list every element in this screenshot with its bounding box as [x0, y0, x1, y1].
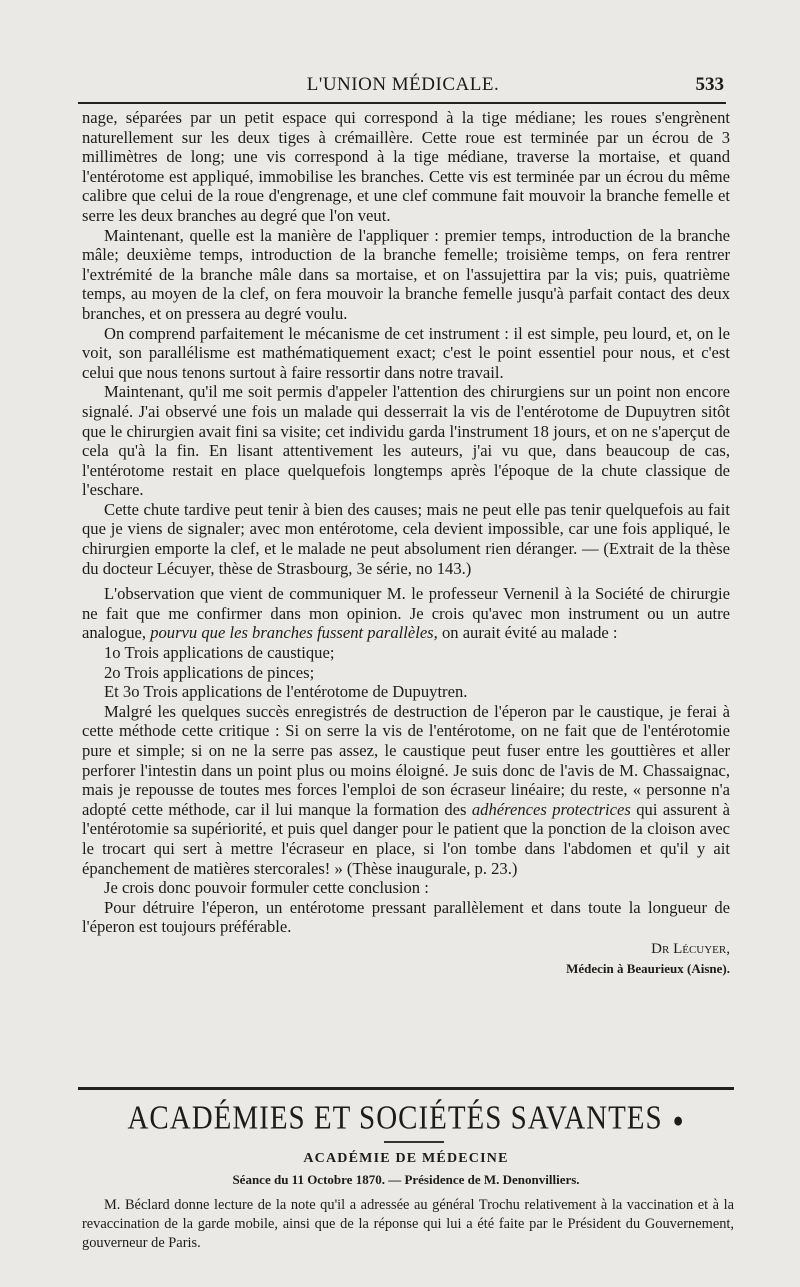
list-item: 1o Trois applications de caustique; [104, 643, 335, 663]
list-item: Et 3o Trois applications de l'entérotome de Dupuytren. [104, 682, 468, 702]
page-number: 533 [695, 74, 724, 95]
section-divider [78, 1087, 734, 1090]
author-name: Dr Lécuyer, [651, 940, 730, 957]
paragraph-vernenil-end: on aurait évité au malade : [437, 623, 618, 643]
paragraph-mechanism: nage, séparées par un petit espace qui correspond à la tige médiane; les roues s'engrènent naturellement sur les deux tiges à crémaillère. Cette roue est terminée par un écrou de 3 millimètres de long; une vis correspond à la tige médiane, traverse la mortaise, et quand l'entérotome est appliqué, immobilise les branches. Cette vis est terminée par un écrou du même calibre que celui de la roue d'engrenage, et une clef commune fait mouvoir la branche femelle et serre les deux branches au degré que l'on veut. [82, 108, 730, 225]
paragraph-critique-text: Malgré les quelques succès enregistrés de destruction de l'éperon par le caustique, je ferai à cette méthode cette critique : Si on serre la vis de l'entérotome, on ne fait que de l'entérotomie pure et simple; si on ne la serre pas assez, le caustique peut fuser entre les gouttières et aller perforer l'intestin dans un point plus ou moins éloigné. Je suis donc de l'avis de M. Chassaignac, mais je repousse de toutes mes forces l'emploi de son écraseur linéaire; du reste, « personne n'a adopté cette méthode, car il lui manque la formation des [82, 701, 730, 819]
paragraph-critique [82, 702, 730, 878]
author-affiliation: Médecin à Beaurieux (Aisne). [566, 960, 730, 976]
running-head [82, 74, 724, 98]
paragraph-parallelism: On comprend parfaitement le mécanisme de cet instrument : il est simple, peu lourd, et, on le voit, son parallélisme est mathématiquement exact; c'est le point essentiel pour nous, et c'est celui que nous tenons surtout à faire ressortir dans notre travail. [82, 323, 730, 382]
section-title [82, 1100, 730, 1138]
paragraph-vernenil-text: L'observation que vient de communiquer M. le professeur Vernenil à la Société de chirurgie ne fait que me confirmer dans mon opinion. Je crois qu'avec mon instrument ou un autre analogue, [82, 584, 730, 643]
title-ornament-rule [384, 1141, 444, 1143]
bullet-icon: ● [672, 1108, 685, 1132]
paragraph-application: Maintenant, quelle est la manière de l'appliquer : premier temps, introduction de la branche mâle; deuxième temps, introduction de la branche femelle; troisième temps, on fera rentrer l'extrémité de la branche mâle dans sa mortaise, et on l'assujettira par la vis; puis, quatrième temps, au moyen de la clef, on fera mouvoir la branche femelle jusqu'à parfait contact des deux branches, et on pressera au degré voulu. [82, 225, 730, 323]
journal-title: L'UNION MÉDICALE. [306, 74, 500, 95]
paragraph-late-fall: Cette chute tardive peut tenir à bien des causes; mais ne peut elle pas tenir quelquefois au fait que je viens de signaler; avec mon entérotome, cela devient impossible, car une fois appliqué, le chirurgien emporte la clef, et le malade ne peut absolument rien déranger. — (Extrait de la thèse du docteur Lécuyer, thèse de Strasbourg, 3e série, no 143.) [82, 499, 730, 578]
paragraph-vernenil [82, 584, 730, 643]
paragraph-conclusion: Pour détruire l'éperon, un entérotome pressant parallèlement et dans toute la longueur de l'éperon est toujours préférable. [82, 897, 730, 937]
author-signature [82, 939, 730, 979]
paragraph-observation: Maintenant, qu'il me soit permis d'appeler l'attention des chirurgiens sur un point non encore signalé. J'ai observé une fois un malade qui desserrait la vis de l'entérotome de Dupuytren sitôt que le chirurgien avait fini sa visite; cet individu garda l'instrument 18 jours, et on ne s'aperçut de cela qu'à la fin. En lisant attentivement les auteurs, j'ai vu que, dans beaucoup de cas, l'entérotome restait en place quelquefois longtemps après l'époque de la chute classique de l'eschare. [82, 382, 730, 500]
academy-report-paragraph: M. Béclard donne lecture de la note qu'il a adressée au général Trochu relativement à la vaccination et à la revaccination de la garde mobile, ainsi que de la réponse qui lui a été faite par le Président du Gouvernement, gouverneur de Paris. [82, 1197, 734, 1251]
article-body [82, 108, 730, 979]
paragraph-conclusion-intro: Je crois donc pouvoir formuler cette conclusion : [104, 878, 429, 898]
academy-report [82, 1196, 734, 1253]
list-item: 2o Trois applications de pinces; [104, 662, 315, 682]
applications-list [82, 643, 730, 702]
header-rule [78, 102, 726, 104]
section-title-text: ACADÉMIES ET SOCIÉTÉS SAVANTES [127, 1099, 663, 1137]
paragraph-vernenil-italic: pourvu que les branches fussent parallèles, [150, 623, 438, 643]
paragraph-critique-italic: adhérences protectrices [471, 799, 631, 819]
session-line: Séance du 11 Octobre 1870. — Présidence de M. Denonvilliers. [232, 1172, 580, 1187]
academy-subtitle: ACADÉMIE DE MÉDECINE [303, 1151, 509, 1166]
paragraph-critique-end: qui assurent à l'entérotomie sa supériorité, et puis quel danger pour le patient que la ponction de la cloison avec le trocart qui sert à mettre l'écraseur en place, si l'on tombe dans l'abdomen et qu'il y ait épanchement de matières stercorales! » (Thèse inaugurale, p. 23.) [82, 799, 730, 878]
